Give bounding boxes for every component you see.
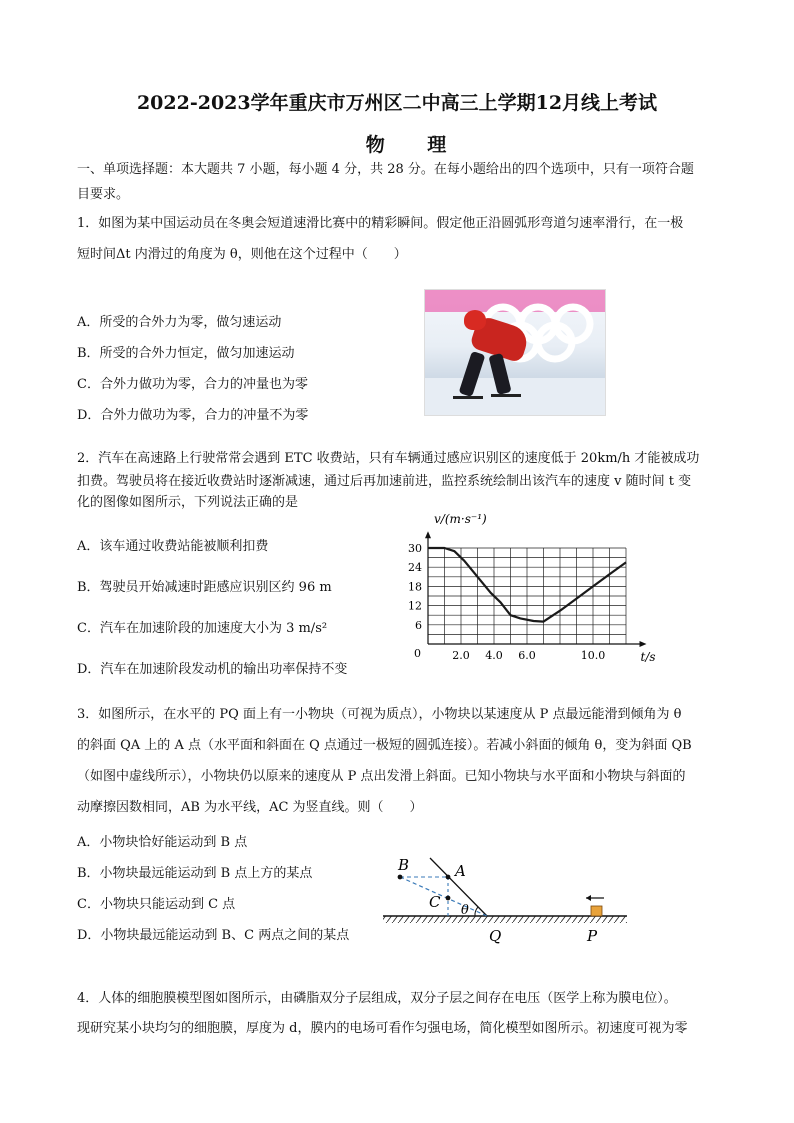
q3-stem-line2: 的斜面 QA 上的 A 点（水平面和斜面在 Q 点通过一极短的圆弧连接）。若减小斜面的倾角 θ，变为斜面 QB bbox=[77, 738, 692, 753]
q2-stem-line1: 2．汽车在高速路上行驶常常会遇到 ETC 收费站，只有车辆通过感应识别区的速度低于 20km/h 才能被成功 bbox=[77, 451, 700, 466]
chart-y-axis-label: v/(m·s⁻¹) bbox=[434, 512, 487, 526]
label-b: B bbox=[398, 856, 410, 874]
q1-option-c: C．合外力做功为零，合力的冲量也为零 bbox=[77, 377, 308, 392]
label-q: Q bbox=[489, 927, 502, 945]
x-tick-label: 6.0 bbox=[518, 649, 536, 662]
q2-option-a: A．该车通过收费站能被顺利扣费 bbox=[77, 539, 269, 554]
x-tick-label: 4.0 bbox=[485, 649, 503, 662]
q2-stem-line3: 化的图像如图所示，下列说法正确的是 bbox=[77, 495, 299, 510]
q1-stem-line2: 短时间Δt 内滑过的角度为 θ，则他在这个过程中（ ） bbox=[77, 247, 407, 262]
q2-option-d: D．汽车在加速阶段发动机的输出功率保持不变 bbox=[77, 662, 348, 677]
q4-stem-line1: 4．人体的细胞膜模型图如图所示，由磷脂双分子层组成，双分子层之间存在电压（医学上称为膜电位）。 bbox=[77, 991, 677, 1006]
q3-stem-line3: （如图中虚线所示），小物块仍以原来的速度从 P 点出发滑上斜面。已知小物块与水平面和小物块与斜面的 bbox=[77, 769, 686, 784]
chart-origin-label: 0 bbox=[414, 647, 421, 660]
velocity-time-chart bbox=[400, 505, 665, 665]
y-tick-label: 30 bbox=[408, 542, 422, 555]
point-a bbox=[446, 875, 451, 880]
section-instructions-line1: 一、单项选择题：本大题共 7 小题，每小题 4 分，共 28 分。在每小题给出的四个选项中，只有一项符合题 bbox=[77, 162, 694, 177]
point-c bbox=[446, 896, 451, 901]
x-axis-arrow-icon bbox=[640, 641, 647, 647]
subject-title: 物 理 bbox=[365, 134, 465, 156]
incline-qb bbox=[400, 877, 487, 916]
point-b bbox=[398, 875, 403, 880]
q3-stem-line1: 3．如图所示，在水平的 PQ 面上有一小物块（可视为质点），小物块以某速度从 P 点最远能滑到倾角为 θ bbox=[77, 707, 682, 722]
page-title: 2022-2023学年重庆市万州区二中高三上学期12月线上考试 bbox=[136, 92, 658, 114]
q2-option-b: B．驾驶员开始减速时距感应识别区约 96 m bbox=[77, 580, 332, 595]
q2-stem-line2: 扣费。驾驶员将在接近收费站时逐渐减速，通过后再加速前进，监控系统绘制出该汽车的速度 v 随时间 t 变 bbox=[77, 474, 692, 489]
q1-stem-line1: 1．如图为某中国运动员在冬奥会短道速滑比赛中的精彩瞬间。假定他正沿圆弧形弯道匀速率滑行，在一极 bbox=[77, 216, 684, 231]
y-tick-label: 6 bbox=[415, 618, 422, 632]
skater-helmet bbox=[464, 310, 486, 330]
label-p: P bbox=[587, 927, 598, 945]
skate-blade bbox=[453, 396, 483, 399]
q3-option-c: C．小物块只能运动到 C 点 bbox=[77, 897, 236, 912]
label-a: A bbox=[455, 862, 466, 880]
x-tick-label: 10.0 bbox=[580, 649, 606, 662]
y-axis-arrow-icon bbox=[425, 531, 431, 538]
q1-option-d: D．合外力做功为零，合力的冲量不为零 bbox=[77, 408, 309, 423]
arrow-head-icon bbox=[586, 895, 591, 901]
q3-option-d: D．小物块最远能运动到 B、C 两点之间的某点 bbox=[77, 928, 350, 943]
chart-axes bbox=[425, 531, 647, 647]
q1-option-a: A．所受的合外力为零，做匀速运动 bbox=[77, 315, 282, 330]
chart-x-axis-label: t/s bbox=[640, 650, 656, 664]
label-theta: θ bbox=[461, 903, 469, 918]
incline-diagram bbox=[375, 850, 635, 945]
section-instructions-line2: 目要求。 bbox=[77, 187, 130, 202]
q3-option-b: B．小物块最远能运动到 B 点上方的某点 bbox=[77, 866, 313, 881]
q3-stem-line4: 动摩擦因数相同，AB 为水平线，AC 为竖直线。则（ ） bbox=[77, 800, 423, 815]
skate-blade bbox=[491, 394, 521, 397]
small-block bbox=[591, 906, 602, 916]
ground-hatch bbox=[383, 916, 627, 923]
q4-stem-line2: 现研究某小块均匀的细胞膜，厚度为 d，膜内的电场可看作匀强电场，简化模型如图所示。初速度可视为零 bbox=[77, 1021, 688, 1036]
q1-option-b: B．所受的合外力恒定，做匀加速运动 bbox=[77, 346, 295, 361]
q3-option-a: A．小物块恰好能运动到 B 点 bbox=[77, 835, 248, 850]
y-tick-label: 24 bbox=[408, 561, 422, 575]
y-tick-label: 18 bbox=[408, 580, 422, 594]
label-c: C bbox=[429, 893, 441, 911]
x-tick-label: 2.0 bbox=[452, 649, 470, 662]
chart-grid bbox=[428, 548, 626, 644]
q2-option-c: C．汽车在加速阶段的加速度大小为 3 m/s² bbox=[77, 621, 328, 636]
y-tick-label: 12 bbox=[408, 599, 422, 613]
speed-skater-photo bbox=[424, 289, 606, 416]
